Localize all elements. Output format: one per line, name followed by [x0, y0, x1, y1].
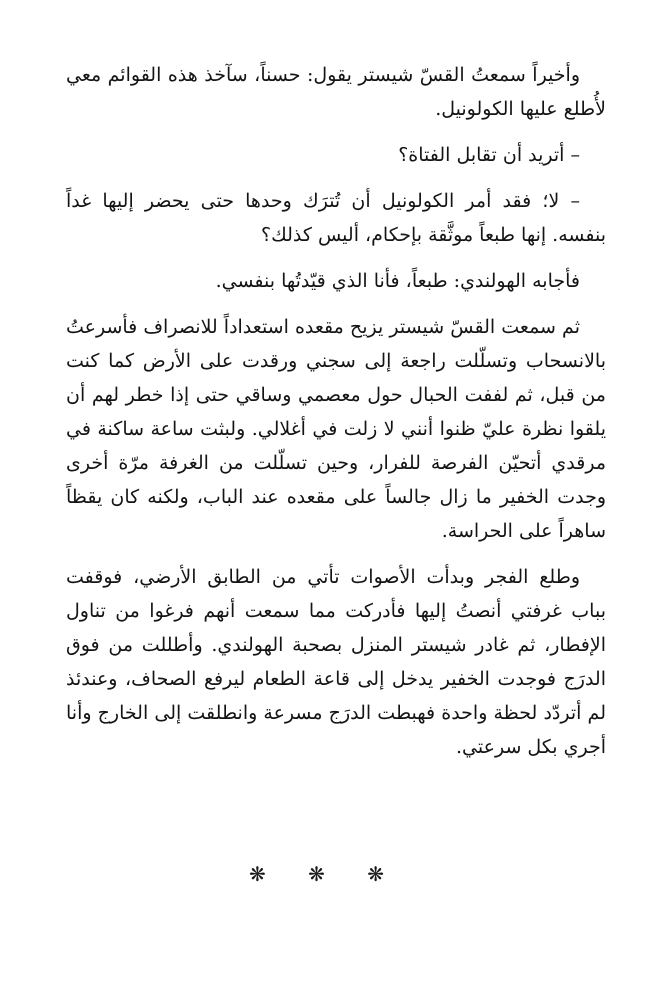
section-divider-ornament: ❋ ❋ ❋ — [249, 862, 402, 886]
paragraph-2: – أتريد أن تقابل الفتاة؟ — [398, 144, 580, 166]
paragraph-4: فأجابه الهولندي: طبعاً، فأنا الذي قيّدتُها بنفسي. — [215, 270, 580, 292]
paragraph-1: وأخيراً سمعتُ القسّ شيستر يقول: حسناً، سآخذ هذه القوائم معي لأُطلع عليها الكولونيل. — [66, 64, 606, 120]
paragraph-5: ثم سمعت القسّ شيستر يزيح مقعده استعداداً للانصراف فأسرعتُ بالانسحاب وتسلّلت راجعة إلى سجني ورقدت على الأرض كما كنت من قبل، ثم لففت الحبال حول معصمي وساقي حتى إذا خطر لهم أن يلقوا نظرة عليّ ظنوا أنني لا زلت في أغلالي. ولبثت ساعة ساكنة في مرقدي أتحيّن الفرصة للفرار، وحين تسلّلت من الغرفة مرّة أخرى وجدت الخفير ما زال جالساً على مقعده عند الباب، ولكنه كان يقظاً ساهراً على الحراسة. — [66, 316, 606, 542]
paragraph-6: وطلع الفجر وبدأت الأصوات تأتي من الطابق الأرضي، فوقفت بباب غرفتي أنصتُ إليها فأدركت مما سمعت أنهم فرغوا من تناول الإفطار، ثم غادر شيستر المنزل بصحبة الهولندي. وأطللت من فوق الدرَج فوجدت الخفير يدخل إلى قاعة الطعام ليرفع الصحاف، وعندئذ لم أتردّد لحظة واحدة فهبطت الدرَج مسرعة وانطلقت إلى الخارج وأنا أجري بكل سرعتي. — [66, 566, 606, 758]
book-page — [66, 58, 606, 776]
paragraph-3: – لا؛ فقد أمر الكولونيل أن تُترَك وحدها حتى يحضر إليها غداً بنفسه. إنها طبعاً موثَّقة بإحكام، أليس كذلك؟ — [66, 190, 606, 246]
